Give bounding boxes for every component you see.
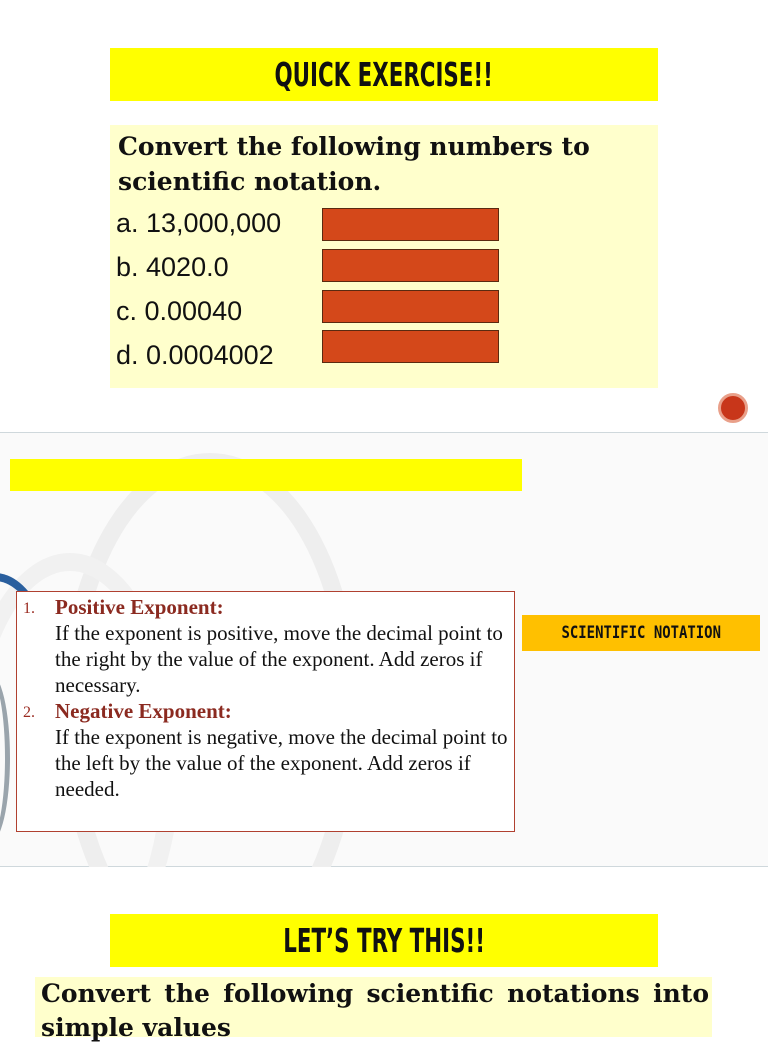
slide-nav-circle-icon[interactable] [718,393,748,423]
exercise-prompt: Convert the following numbers to scientific notation. [118,132,590,196]
rule-heading: Negative Exponent: [55,699,232,723]
exercise-prompt: Convert the following scientific notations into simple values [41,979,709,1042]
scientific-notation-label: SCIENTIFIC NOTATION [522,615,760,651]
rule-number: 1. [23,600,35,617]
rule-heading: Positive Exponent: [55,595,224,619]
slide-title-bar [10,459,522,491]
exercise-panel [35,977,712,1042]
slide-title: LET’S TRY THIS!! [110,914,658,967]
rule-text: If the exponent is negative, move the decimal point to the left by the value of the exponent. Add zeros if needed. [55,725,508,801]
answer-box-d[interactable] [322,330,499,363]
slide-quick-exercise [0,0,768,432]
answer-box-c[interactable] [322,290,499,323]
slide-title: QUICK EXERCISE!! [110,48,658,101]
rule-number: 2. [23,704,35,721]
rule-text: If the exponent is positive, move the decimal point to the right by the value of the exponent. Add zeros if necessary. [55,621,503,697]
exercise-item-a: a. 13,000,000 [116,208,282,238]
rules-box [16,591,515,832]
answer-box-b[interactable] [322,249,499,282]
exercise-item-c: c. 0.00040 [116,296,243,326]
exercise-item-b: b. 4020.0 [116,252,229,282]
slide-scientific-notation-rules [0,432,768,867]
answer-box-a[interactable] [322,208,499,241]
slide-lets-try-this [0,867,768,1042]
exercise-item-d: d. 0.0004002 [116,340,274,370]
exercise-panel [110,125,658,388]
